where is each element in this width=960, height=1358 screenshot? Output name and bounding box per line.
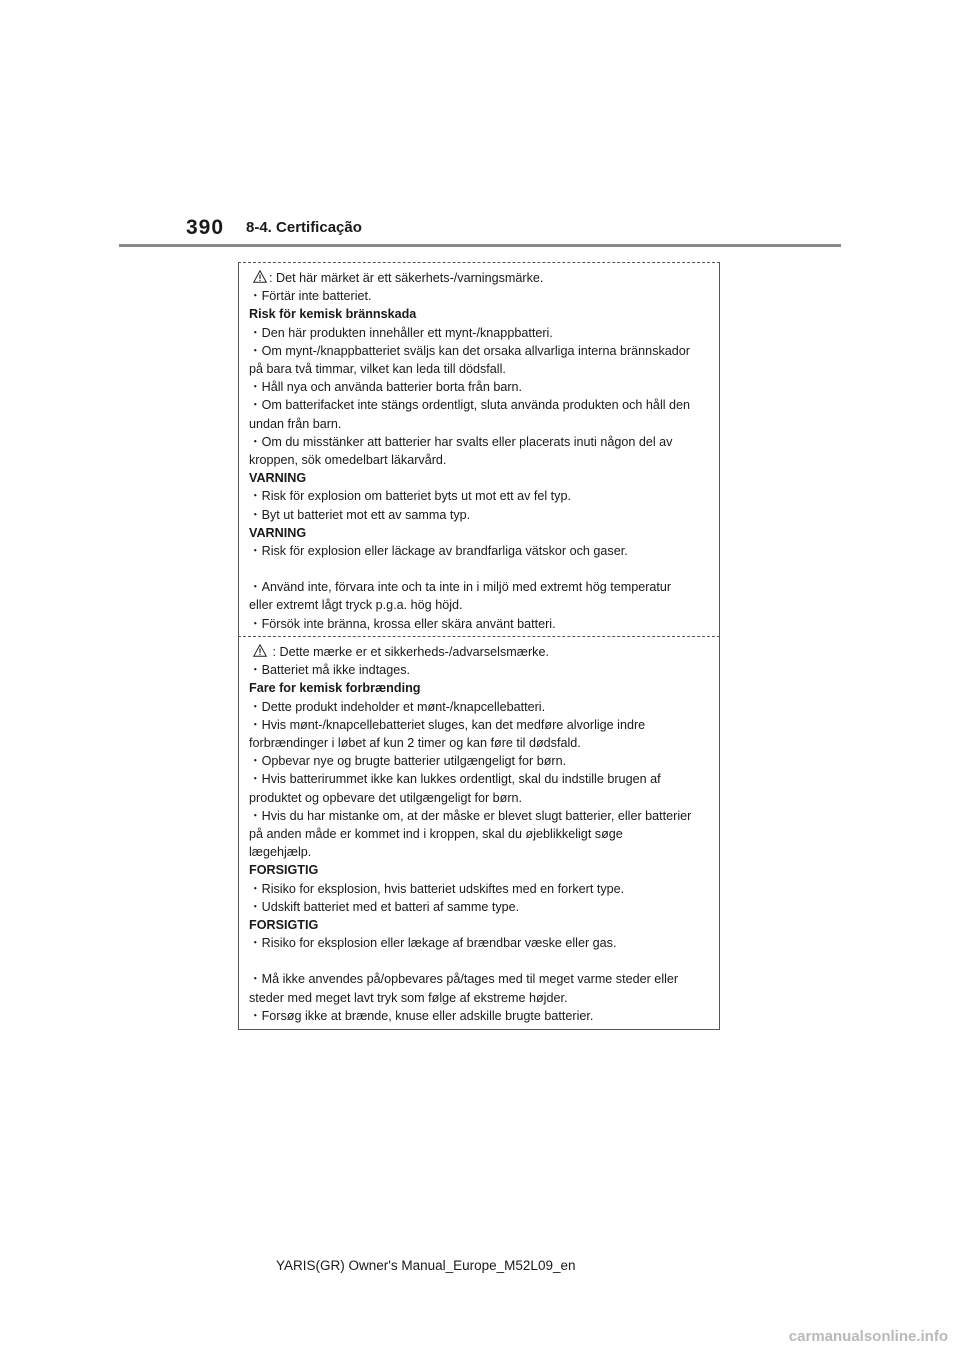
panel-line: ・Hvis mønt-/knapcellebatteriet sluges, kan det medføre alvorlige indre	[249, 717, 646, 732]
panel-line: ・Hvis batterirummet ikke kan lukkes ordentligt, skal du indstille brugen af	[249, 772, 661, 787]
panel-line: ・Förtär inte batteriet.	[249, 289, 372, 304]
panel-line: ・Risiko for eksplosion, hvis batteriet udskiftes med en forkert type.	[249, 881, 625, 896]
warning-triangle-icon	[253, 644, 267, 657]
danish-warning-panel	[238, 636, 720, 1030]
panel-line: ・Forsøg ikke at brænde, knuse eller adskille brugte batterier.	[249, 1008, 594, 1023]
panel-line: ・Risiko for eksplosion eller lækage af brændbar væske eller gas.	[249, 936, 617, 951]
site-watermark[interactable]: carmanualsonline.info	[788, 1328, 948, 1345]
panel-line: ・Om mynt-/knappbatteriet sväljs kan det orsaka allvarliga interna brännskador	[249, 343, 690, 358]
panel-line: : Det här märket är ett säkerhets-/varningsmärke.	[249, 269, 709, 287]
panel-line: ・Håll nya och använda batterier borta från barn.	[249, 380, 523, 395]
panel-line: ・Om batterifacket inte stängs ordentligt, sluta använda produkten och håll den	[249, 398, 691, 413]
panel-line: ・Försök inte bränna, krossa eller skära använt batteri.	[249, 616, 556, 631]
panel-heading: Fare for kemisk forbrænding	[249, 681, 421, 696]
panel-line: : Dette mærke er et sikkerheds-/advarselsmærke.	[249, 643, 709, 661]
header-divider	[119, 244, 841, 247]
section-title: 8-4. Certificação	[246, 219, 362, 236]
panel-spacer	[249, 560, 709, 578]
panel-heading: FORSIGTIG	[249, 863, 319, 878]
panel-line: ・Batteriet må ikke indtages.	[249, 663, 410, 678]
panel-heading: FORSIGTIG	[249, 918, 319, 933]
panel-line: på anden måde er kommet ind i kroppen, skal du øjeblikkeligt søge	[249, 827, 623, 842]
panel-line: ・Risk för explosion eller läckage av brandfarliga vätskor och gaser.	[249, 544, 628, 559]
panel-line: undan från barn.	[249, 416, 342, 431]
panel-line: ・Udskift batteriet med et batteri af samme type.	[249, 899, 520, 914]
panel-line: kroppen, sök omedelbart läkarvård.	[249, 453, 447, 468]
panel-spacer	[249, 952, 709, 970]
panel-line: steder med meget lavt tryk som følge af ekstreme højder.	[249, 990, 568, 1005]
panel-line: ・Må ikke anvendes på/opbevares på/tages med til meget varme steder eller	[249, 972, 679, 987]
panel-line: ・Den här produkten innehåller ett mynt-/knappbatteri.	[249, 325, 553, 340]
panel-line: ・Risk för explosion om batteriet byts ut mot ett av fel typ.	[249, 489, 571, 504]
manual-footer: YARIS(GR) Owner's Manual_Europe_M52L09_en	[276, 1258, 576, 1273]
panel-line: ・Dette produkt indeholder et mønt-/knapcellebatteri.	[249, 699, 546, 714]
panel-line: forbrændinger i løbet af kun 2 timer og kan føre til dødsfald.	[249, 736, 581, 751]
panel-line: eller extremt lågt tryck p.g.a. hög höjd.	[249, 598, 463, 613]
panel-line: produktet og opbevare det utilgængeligt for børn.	[249, 790, 523, 805]
panel-line: ・Opbevar nye og brugte batterier utilgængeligt for børn.	[249, 754, 567, 769]
panel-line: lægehjælp.	[249, 845, 312, 860]
panel-line: ・Om du misstänker att batterier har svalts eller placerats inuti någon del av	[249, 434, 673, 449]
panel-line: ・Hvis du har mistanke om, at der måske er blevet slugt batterier, eller batterier	[249, 808, 692, 823]
panel-line: på bara två timmar, vilket kan leda till dödsfall.	[249, 362, 506, 377]
panel-heading: VARNING	[249, 525, 307, 540]
panel-line: ・Byt ut batteriet mot ett av samma typ.	[249, 507, 471, 522]
panel-heading: VARNING	[249, 471, 307, 486]
panel-line: ・Använd inte, förvara inte och ta inte in i miljö med extremt hög temperatur	[249, 580, 672, 595]
page-number: 390	[186, 216, 225, 239]
swedish-warning-panel	[238, 262, 720, 638]
panel-heading: Risk för kemisk brännskada	[249, 307, 417, 322]
warning-triangle-icon	[253, 270, 267, 283]
